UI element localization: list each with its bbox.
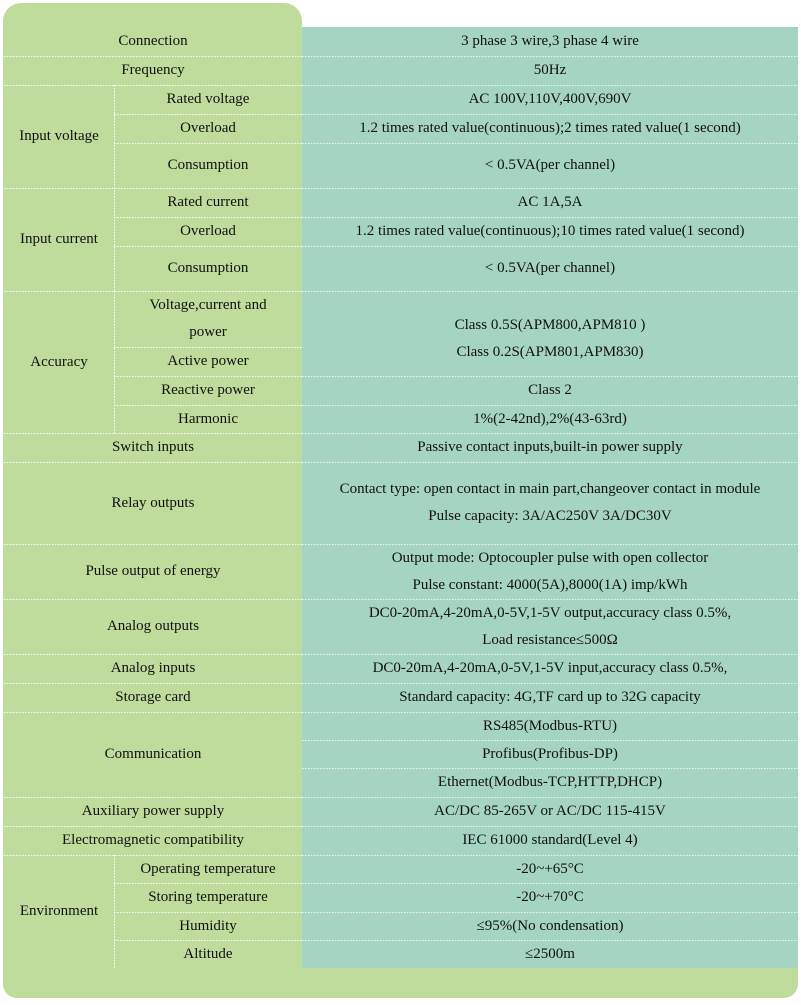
storage-card-label: Storage card: [115, 689, 191, 705]
accuracy-class-line1: Class 0.5S(APM800,APM810 ): [454, 316, 646, 333]
row-divider: [4, 683, 302, 684]
row-divider: [4, 462, 302, 463]
analog-outputs-line2: Load resistance≤500Ω: [482, 631, 618, 648]
column-divider: [114, 855, 115, 968]
pulse-output-line2: Pulse constant: 4000(5A),8000(1A) imp/kWh: [412, 576, 688, 593]
vcp-accuracy-label-line2: power: [189, 324, 227, 340]
row-divider: [4, 188, 302, 189]
rated-voltage-value: AC 100V,110V,400V,690V: [468, 91, 632, 107]
analog-outputs-label: Analog outputs: [106, 618, 200, 634]
row-divider: [4, 291, 302, 292]
table-bottom-strip: [3, 968, 798, 998]
row-divider: [4, 797, 302, 798]
row-divider: [4, 826, 302, 827]
row-divider: [114, 246, 302, 247]
input-voltage-label: Input voltage: [19, 128, 99, 144]
analog-inputs-label: Analog inputs: [110, 660, 196, 676]
switch-inputs-label: Switch inputs: [111, 439, 195, 455]
voltage-overload-label: Overload: [180, 120, 236, 136]
row-divider: [4, 85, 302, 86]
row-divider: [114, 883, 302, 884]
harmonic-label: Harmonic: [178, 410, 238, 427]
connection-value: 3 phase 3 wire,3 phase 4 wire: [461, 33, 639, 49]
emc-value: IEC 61000 standard(Level 4): [462, 832, 638, 848]
analog-outputs-value: [302, 599, 798, 654]
analog-outputs-line1: DC0-20mA,4-20mA,0-5V,1-5V output,accuracy class 0.5%,: [368, 604, 732, 621]
relay-outputs-line1: Contact type: open contact in main part,changeover contact in module: [339, 481, 761, 497]
switch-inputs-value: Passive contact inputs,built-in power supply: [417, 439, 683, 455]
row-divider: [302, 883, 798, 884]
reactive-power-value: Class 2: [528, 382, 572, 398]
row-divider: [302, 376, 798, 377]
accuracy-label: Accuracy: [30, 353, 88, 370]
row-divider: [114, 143, 302, 144]
communication-ethernet: Ethernet(Modbus-TCP,HTTP,DHCP): [437, 774, 663, 790]
voltage-consumption-value: < 0.5VA(per channel): [484, 157, 616, 173]
voltage-overload-value: 1.2 times rated value(continuous);2 times rated value(1 second): [359, 120, 741, 136]
pulse-output-value: [302, 544, 798, 599]
pulse-output-line1: Output mode: Optocoupler pulse with open collector: [391, 549, 709, 566]
operating-temperature-value: -20~+65°C: [516, 860, 584, 877]
row-divider: [4, 855, 302, 856]
row-divider: [302, 654, 798, 655]
row-divider: [302, 143, 798, 144]
accuracy-class-line2: Class 0.2S(APM801,APM830): [456, 343, 644, 360]
accuracy-class-value: [302, 291, 798, 376]
altitude-label: Altitude: [183, 945, 233, 962]
communication-rs485: RS485(Modbus-RTU): [482, 717, 618, 734]
operating-temperature-label: Operating temperature: [140, 860, 276, 877]
aux-power-label: Auxiliary power supply: [81, 803, 225, 819]
row-divider: [302, 683, 798, 684]
frequency-label: Frequency: [121, 62, 185, 78]
communication-label: Communication: [104, 746, 202, 762]
row-divider: [302, 940, 798, 941]
row-divider: [302, 114, 798, 115]
reactive-power-label: Reactive power: [161, 382, 255, 398]
current-consumption-label: Consumption: [167, 260, 249, 276]
row-divider: [302, 912, 798, 913]
humidity-value: ≤95%(No condensation): [476, 917, 624, 934]
relay-outputs-label: Relay outputs: [111, 494, 195, 511]
row-divider: [4, 599, 302, 600]
current-overload-value: 1.2 times rated value(continuous);10 times rated value(1 second): [355, 223, 745, 239]
column-divider: [114, 291, 115, 433]
analog-inputs-value: DC0-20mA,4-20mA,0-5V,1-5V input,accuracy class 0.5%,: [372, 660, 728, 676]
altitude-value: ≤2500m: [525, 945, 575, 962]
relay-outputs-value: [302, 462, 798, 544]
relay-outputs-line2: Pulse capacity: 3A/AC250V 3A/DC30V: [428, 508, 672, 524]
row-divider: [4, 544, 302, 545]
voltage-consumption-label: Consumption: [167, 157, 249, 173]
row-divider: [302, 85, 798, 86]
row-divider: [4, 56, 302, 57]
vcp-accuracy-label: [114, 291, 302, 347]
row-divider: [302, 797, 798, 798]
column-divider: [114, 85, 115, 291]
row-divider: [302, 462, 798, 463]
connection-label: Connection: [118, 33, 188, 49]
row-divider: [114, 376, 302, 377]
row-divider: [114, 912, 302, 913]
vcp-accuracy-label-line1: Voltage,current and: [149, 297, 267, 313]
storing-temperature-label: Storing temperature: [148, 889, 268, 905]
input-current-label: Input current: [20, 231, 98, 247]
row-divider: [302, 405, 798, 406]
row-divider: [302, 246, 798, 247]
row-divider: [302, 433, 798, 434]
row-divider: [4, 712, 302, 713]
row-divider: [302, 599, 798, 600]
storing-temperature-value: -20~+70°C: [516, 889, 584, 905]
rated-current-value: AC 1A,5A: [517, 194, 583, 210]
row-divider: [114, 405, 302, 406]
communication-profibus: Profibus(Profibus-DP): [482, 745, 618, 762]
humidity-label: Humidity: [179, 917, 237, 934]
row-divider: [302, 712, 798, 713]
storage-card-value: Standard capacity: 4G,TF card up to 32G capacity: [399, 689, 701, 705]
frequency-value: 50Hz: [533, 62, 567, 78]
row-divider: [302, 56, 798, 57]
row-divider: [302, 217, 798, 218]
aux-power-value: AC/DC 85-265V or AC/DC 115-415V: [434, 803, 666, 819]
pulse-output-label: Pulse output of energy: [85, 563, 221, 579]
row-divider: [114, 114, 302, 115]
rated-voltage-label: Rated voltage: [166, 91, 250, 107]
row-divider: [302, 768, 798, 769]
row-divider: [114, 347, 302, 348]
emc-label: Electromagnetic compatibility: [61, 832, 245, 848]
active-power-label: Active power: [167, 353, 249, 369]
harmonic-value: 1%(2-42nd),2%(43-63rd): [473, 410, 627, 427]
row-divider: [4, 654, 302, 655]
row-divider: [114, 940, 302, 941]
row-divider: [302, 740, 798, 741]
rated-current-label: Rated current: [167, 194, 249, 210]
row-divider: [302, 188, 798, 189]
row-divider: [4, 433, 302, 434]
current-consumption-value: < 0.5VA(per channel): [484, 260, 616, 276]
row-divider: [302, 826, 798, 827]
row-divider: [302, 544, 798, 545]
current-overload-label: Overload: [180, 223, 236, 239]
row-divider: [302, 291, 798, 292]
row-divider: [114, 217, 302, 218]
row-divider: [302, 855, 798, 856]
environment-label: Environment: [19, 903, 99, 919]
